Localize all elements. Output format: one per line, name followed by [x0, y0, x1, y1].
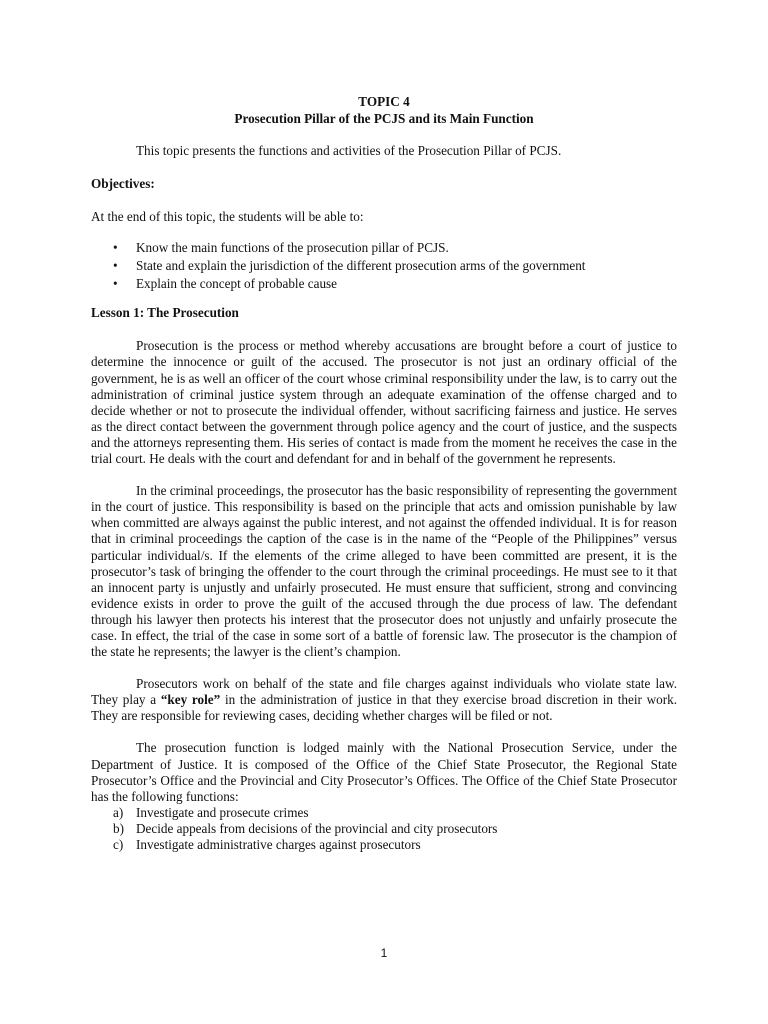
objective-text: Know the main functions of the prosecution pillar of PCJS.: [136, 240, 449, 256]
lesson-paragraph-1: Prosecution is the process or method whereby accusations are brought before a court of justice to determine the innocence or guilt of the accused. The prosecutor is not just an ordinary official of the government, he is as well an officer of the court whose criminal responsibility under the law, is to carry out the administration of criminal justice system through an adequate examination of the offense charged and to decide whether or not to prosecute the individual offender, without sacrificing fairness and justice. He serves as the direct contact between the government through police agency and the court of justice, and the suspects and the attorneys representing them. His series of contact is made from the moment he receives the case in the trial court. He deals with the court and defendant for and in behalf of the government he represents.: [91, 338, 677, 467]
bullet-icon: •: [113, 258, 118, 274]
bullet-icon: •: [113, 276, 118, 292]
key-role-emphasis: “key role”: [160, 692, 221, 708]
list-item: [113, 257, 677, 275]
lesson-paragraph-4: The prosecution function is lodged mainly with the National Prosecution Service, under the Department of Justice. It is composed of the Office of the Chief State Prosecutor, the Regional State Prosecutor’s Office and the Provincial and City Prosecutor’s Offices. The Office of the Chief State Prosecutor has the following functions:: [91, 740, 677, 804]
objective-text: State and explain the jurisdiction of the different prosecution arms of the government: [136, 258, 586, 274]
function-text: Investigate and prosecute crimes: [136, 804, 309, 820]
functions-list: [91, 805, 677, 853]
list-marker: c): [113, 837, 124, 852]
objectives-lead: At the end of this topic, the students will be able to:: [91, 209, 364, 225]
function-text: Investigate administrative charges against prosecutors: [136, 837, 421, 852]
list-item: [113, 837, 677, 853]
list-item: [113, 239, 677, 257]
list-item: [113, 821, 677, 837]
function-text: Decide appeals from decisions of the provincial and city prosecutors: [136, 820, 498, 836]
lesson-paragraph-3: [91, 676, 677, 724]
paragraph-3-text-end: in the administration of justice in that they exercise broad discretion in their work. They are responsible for reviewing cases, deciding whether charges will be filed or not.: [91, 692, 678, 724]
list-marker: b): [113, 820, 124, 836]
bullet-icon: •: [113, 240, 118, 256]
list-marker: a): [113, 804, 124, 820]
list-item: [113, 805, 677, 821]
paragraph-3-text-start: Prosecutors work on behalf of the state and file charges against individuals who violate state law. They play a: [91, 676, 677, 708]
objectives-heading: Objectives:: [91, 176, 155, 192]
topic-title: Prosecution Pillar of the PCJS and its Main Function: [234, 111, 534, 126]
objective-text: Explain the concept of probable cause: [136, 276, 338, 292]
objectives-list: [91, 239, 677, 293]
lesson-paragraph-2: In the criminal proceedings, the prosecutor has the basic responsibility of representing the government in the court of justice. This responsibility is based on the principle that acts and omission punishable by law when committed are always against the public interest, and not against the offended individual. It is for reason that in criminal proceedings the caption of the case is in the name of the “People of the Philippines” versus particular individual/s. If the elements of the crime alleged to have been committed are present, it is the prosecutor’s task of bringing the offender to the court through the criminal proceedings. He must see to it that an innocent party is unjustly and unfairly prosecuted. He must ensure that sufficient, strong and convincing evidence exists in order to prove the guilt of the accused through the due process of law. The defendant through his lawyer then protects his interest that the prosecutor does not unjustly and unfairly prosecute the case. In effect, the trial of the case in some sort of a battle of forensic law. The prosecutor is the champion of the state he represents; the lawyer is the client’s champion.: [91, 483, 677, 660]
intro-paragraph: This topic presents the functions and activities of the Prosecution Pillar of PCJS.: [136, 143, 562, 158]
document-page: [91, 93, 677, 853]
topic-number: TOPIC 4: [358, 94, 410, 109]
lesson-heading: Lesson 1: The Prosecution: [91, 305, 239, 321]
list-item: [113, 275, 677, 293]
page-number: 1: [380, 946, 388, 960]
